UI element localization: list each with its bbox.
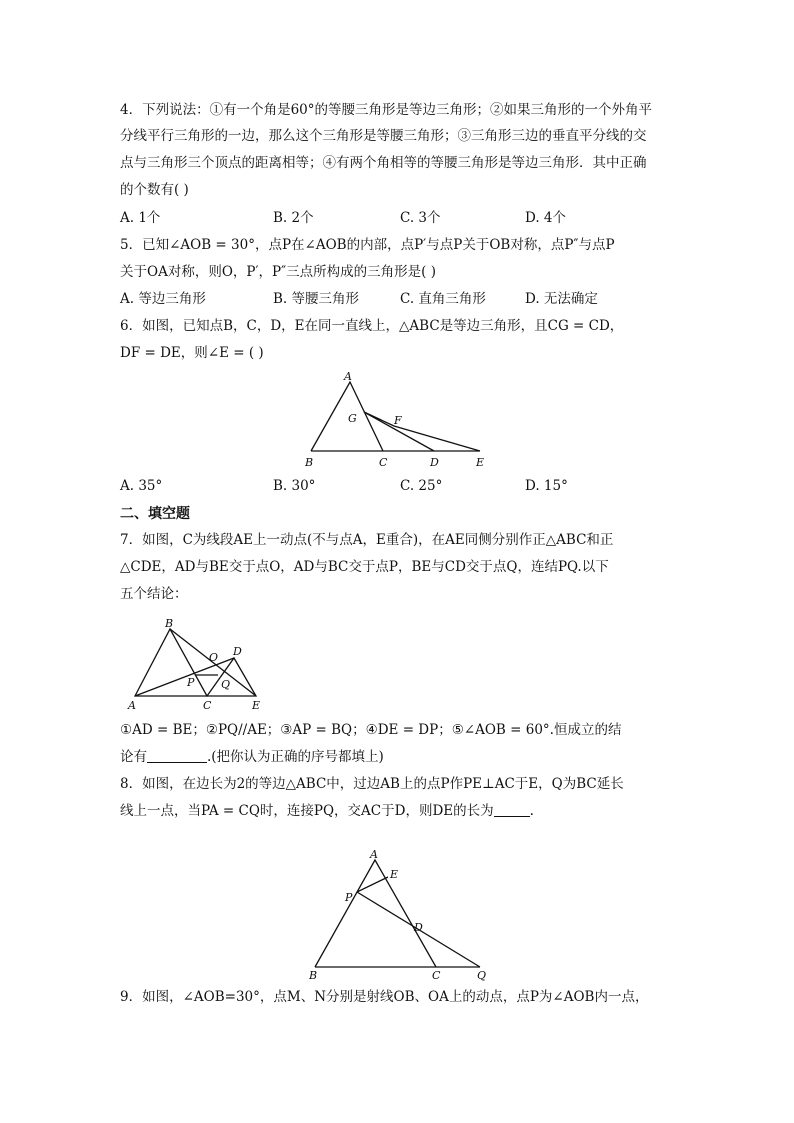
q6-figure bbox=[300, 366, 500, 476]
q8-label-e: E bbox=[390, 868, 399, 881]
q7-label-d: D bbox=[233, 645, 242, 658]
q8-line-2 bbox=[120, 799, 680, 823]
q5-options bbox=[120, 287, 680, 311]
q7-answer-prefix: 论有 bbox=[120, 749, 147, 765]
q4-option-b[interactable]: B. 2个 bbox=[273, 210, 314, 226]
q8-label-b: B bbox=[309, 969, 318, 982]
q6-option-d[interactable]: D. 15° bbox=[525, 478, 568, 494]
q6-label-a: A bbox=[344, 370, 352, 383]
q6-label-d: D bbox=[430, 456, 439, 469]
q8-line-1: 8．如图，在边长为2的等边△ABC中，过边AB上的点P作PE⊥AC于E，Q为BC延长 bbox=[120, 776, 624, 792]
q7-segment-ad bbox=[135, 658, 234, 696]
q4-option-d[interactable]: D. 4个 bbox=[525, 210, 567, 226]
q6-option-a[interactable]: A. 35° bbox=[120, 478, 163, 494]
q4-line-2: 分线平行三角形的一边，那么这个三角形是等腰三角形；③三角形三边的垂直平分线的交 bbox=[120, 128, 647, 144]
q4-line-1: 4．下列说法：①有一个角是60°的等腰三角形是等边三角形；②如果三角形的一个外角平 bbox=[120, 102, 653, 118]
q8-label-a: A bbox=[370, 848, 378, 861]
q8-line-2-text: 线上一点，当PA = CQ时，连接PQ，交AC于D，则DE的长为 bbox=[120, 803, 494, 819]
q7-conclusions: ①AD = BE；②PQ//AE；③AP = BQ；④DE = DP；⑤∠AOB = 60°.恒成立的结 bbox=[120, 722, 622, 738]
q7-label-e: E bbox=[252, 699, 261, 712]
q7-line-1: 7．如图，C为线段AE上一动点(不与点A，E重合)，在AE同侧分别作正△ABC和正 bbox=[120, 532, 614, 548]
q7-label-o: O bbox=[209, 651, 219, 664]
q8-figure bbox=[300, 845, 500, 985]
q6-line-2: DF = DE，则∠E = ( ) bbox=[120, 345, 264, 361]
q8-answer-blank[interactable] bbox=[494, 802, 530, 817]
q9-line-1: 9．如图，∠AOB=30°，点M、N分别是射线OB、OA上的动点，点P为∠AOB内一点， bbox=[120, 989, 649, 1005]
q7-triangle-abc bbox=[135, 629, 207, 696]
q8-label-p: P bbox=[345, 891, 353, 904]
q4-line-3: 点与三角形三个顶点的距离相等；④有两个角相等的等腰三角形是等边三角形．其中正确 bbox=[120, 155, 647, 171]
q6-label-c: C bbox=[379, 456, 388, 469]
q6-segment-gf bbox=[364, 412, 394, 426]
q6-label-f: F bbox=[394, 414, 402, 427]
q6-label-b: B bbox=[305, 456, 314, 469]
q7-figure bbox=[125, 615, 275, 715]
q4-option-c[interactable]: C. 3个 bbox=[400, 210, 441, 226]
q4-option-a[interactable]: A. 1个 bbox=[120, 210, 161, 226]
q4-line-4: 的个数有( ) bbox=[120, 182, 189, 198]
q7-line-3: 五个结论： bbox=[120, 586, 188, 602]
q7-line-2: △CDE，AD与BE交于点O，AD与BC交于点P，BE与CD交于点Q，连结PQ.以下 bbox=[120, 559, 609, 575]
q6-option-c[interactable]: C. 25° bbox=[400, 478, 443, 494]
q8-label-d: D bbox=[414, 921, 423, 934]
q8-segment-ba-ac bbox=[315, 860, 436, 967]
q7-label-b: B bbox=[165, 617, 174, 630]
q6-label-g: G bbox=[348, 412, 357, 425]
q5-line-1: 5．已知∠AOB = 30°，点P在∠AOB的内部，点P′与点P关于OB对称，点P″与点P bbox=[120, 237, 615, 253]
q8-label-q: Q bbox=[477, 969, 487, 982]
q5-line-2: 关于OA对称，则O，P′，P″三点所构成的三角形是( ) bbox=[120, 264, 436, 280]
q7-label-a: A bbox=[128, 699, 136, 712]
q7-answer-suffix: .(把你认为正确的序号都填上) bbox=[207, 749, 384, 765]
q7-answer-blank[interactable] bbox=[147, 748, 207, 763]
q7-label-q: Q bbox=[221, 678, 231, 691]
section-fill-in-title: 二、填空题 bbox=[120, 506, 190, 522]
q5-option-b[interactable]: B. 等腰三角形 bbox=[273, 291, 360, 307]
q5-option-d[interactable]: D. 无法确定 bbox=[525, 291, 598, 307]
q7-answer-line bbox=[120, 745, 680, 769]
q5-option-a[interactable]: A. 等边三角形 bbox=[120, 291, 206, 307]
q4-options bbox=[120, 206, 680, 230]
q5-option-c[interactable]: C. 直角三角形 bbox=[400, 291, 486, 307]
q8-label-c: C bbox=[432, 969, 441, 982]
q7-label-c: C bbox=[203, 699, 212, 712]
q6-options bbox=[120, 474, 680, 498]
q7-label-p: P bbox=[187, 676, 195, 689]
q8-line-2-end: . bbox=[529, 803, 534, 819]
q6-line-1: 6．如图，已知点B，C，D，E在同一直线上，△ABC是等边三角形，且CG = CD， bbox=[120, 318, 624, 334]
q6-segment-fe bbox=[394, 426, 480, 451]
q6-option-b[interactable]: B. 30° bbox=[273, 478, 316, 494]
q6-label-e: E bbox=[476, 456, 485, 469]
